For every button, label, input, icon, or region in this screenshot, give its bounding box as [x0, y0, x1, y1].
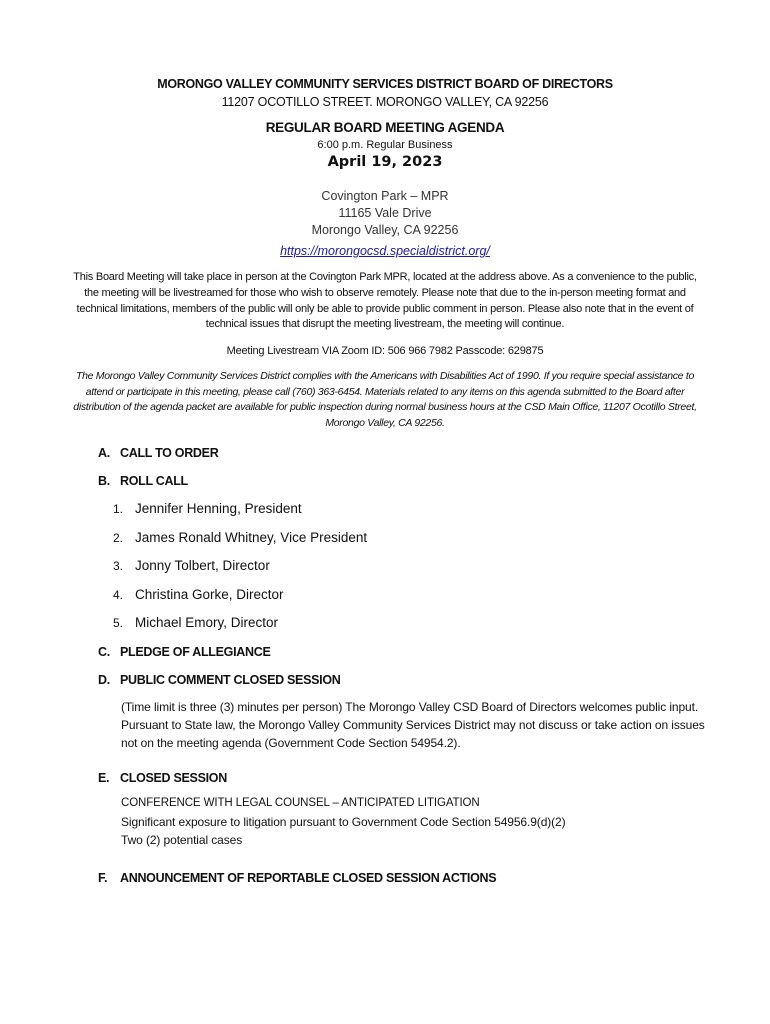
roll-call-item [113, 501, 302, 516]
section-title: ROLL CALL [120, 474, 188, 488]
item-number: 5. [113, 616, 124, 630]
location-street: 11165 Vale Drive [338, 206, 432, 220]
roll-call-item [113, 530, 367, 545]
org-title: MORONGO VALLEY COMMUNITY SERVICES DISTRICT BOARD OF DIRECTORS [157, 77, 613, 91]
location-city: Morongo Valley, CA 92256 [311, 223, 459, 237]
closed-session-line: Significant exposure to litigation pursuant to Government Code Section 54956.9(d)(2) [121, 815, 566, 829]
closed-session-line: Two (2) potential cases [121, 833, 243, 847]
section-title: ANNOUNCEMENT OF REPORTABLE CLOSED SESSION ACTIONS [120, 871, 497, 885]
section-call-to-order [98, 446, 218, 460]
section-title: CALL TO ORDER [120, 446, 219, 460]
item-number: 4. [113, 588, 124, 602]
roll-call-item [113, 558, 270, 573]
business-time: 6:00 p.m. Regular Business [317, 139, 453, 151]
roll-call-item [113, 615, 278, 630]
section-letter: D. [98, 673, 110, 687]
section-letter: F. [98, 871, 108, 885]
member-name: Jennifer Henning, President [135, 501, 302, 516]
section-letter: B. [98, 474, 110, 488]
section-letter: A. [98, 446, 110, 460]
section-closed-session [98, 771, 227, 785]
zoom-info: Meeting Livestream VIA Zoom ID: 506 966 7982 Passcode: 629875 [226, 345, 544, 357]
item-number: 1. [113, 502, 124, 516]
item-number: 2. [113, 531, 124, 545]
agenda-title: REGULAR BOARD MEETING AGENDA [265, 120, 505, 135]
section-title: PUBLIC COMMENT CLOSED SESSION [120, 673, 341, 687]
section-title: PLEDGE OF ALLEGIANCE [120, 645, 271, 659]
section-pledge [98, 645, 271, 659]
ada-notice: The Morongo Valley Community Services District complies with the Americans with Disabilities Act of 1990. If you require special assistance to attend or participate in this meeting, please call (760) 363-6454. Materials related to any items on this agenda submitted to the Board after distribution of the agenda packet are available for public inspection during normal business hours at the CSD Main Office, 11207 Ocotillo Street, Morongo Valley, CA 92256. [73, 370, 697, 429]
member-name: Michael Emory, Director [135, 615, 279, 630]
section-letter: E. [98, 771, 110, 785]
closed-session-line: CONFERENCE WITH LEGAL COUNSEL – ANTICIPATED LITIGATION [121, 797, 480, 809]
member-name: Christina Gorke, Director [135, 587, 284, 602]
member-name: Jonny Tolbert, Director [135, 558, 270, 573]
section-announcement [98, 871, 496, 885]
district-website-link[interactable]: https://morongocsd.specialdistrict.org/ [280, 244, 490, 258]
member-name: James Ronald Whitney, Vice President [135, 530, 368, 545]
org-address: 11207 OCOTILLO STREET. MORONGO VALLEY, CA 92256 [221, 95, 549, 109]
section-title: CLOSED SESSION [120, 771, 227, 785]
roll-call-item [113, 587, 284, 602]
item-number: 3. [113, 559, 124, 573]
public-comment-text: (Time limit is three (3) minutes per person) The Morongo Valley CSD Board of Directors welcomes public input. Pursuant to State law, the Morongo Valley Community Services District may not discuss or take action on issues not on the meeting agenda (Government Code Section 54954.2). [121, 700, 705, 750]
meeting-notice: This Board Meeting will take place in person at the Covington Park MPR, located at the address above. As a convenience to the public, the meeting will be livestreamed for those who wish to observe remotely. Please note that due to the in-person meeting format and technical limitations, members of the public will only be able to provide public comment in person. Please also note that in the event of technical issues that disrupt the meeting livestream, the meeting will continue. [73, 271, 697, 331]
section-letter: C. [98, 645, 110, 659]
meeting-date: April 19, 2023 [327, 154, 443, 170]
section-public-comment [98, 673, 340, 687]
section-roll-call [98, 474, 188, 488]
location-venue: Covington Park – MPR [321, 189, 449, 203]
